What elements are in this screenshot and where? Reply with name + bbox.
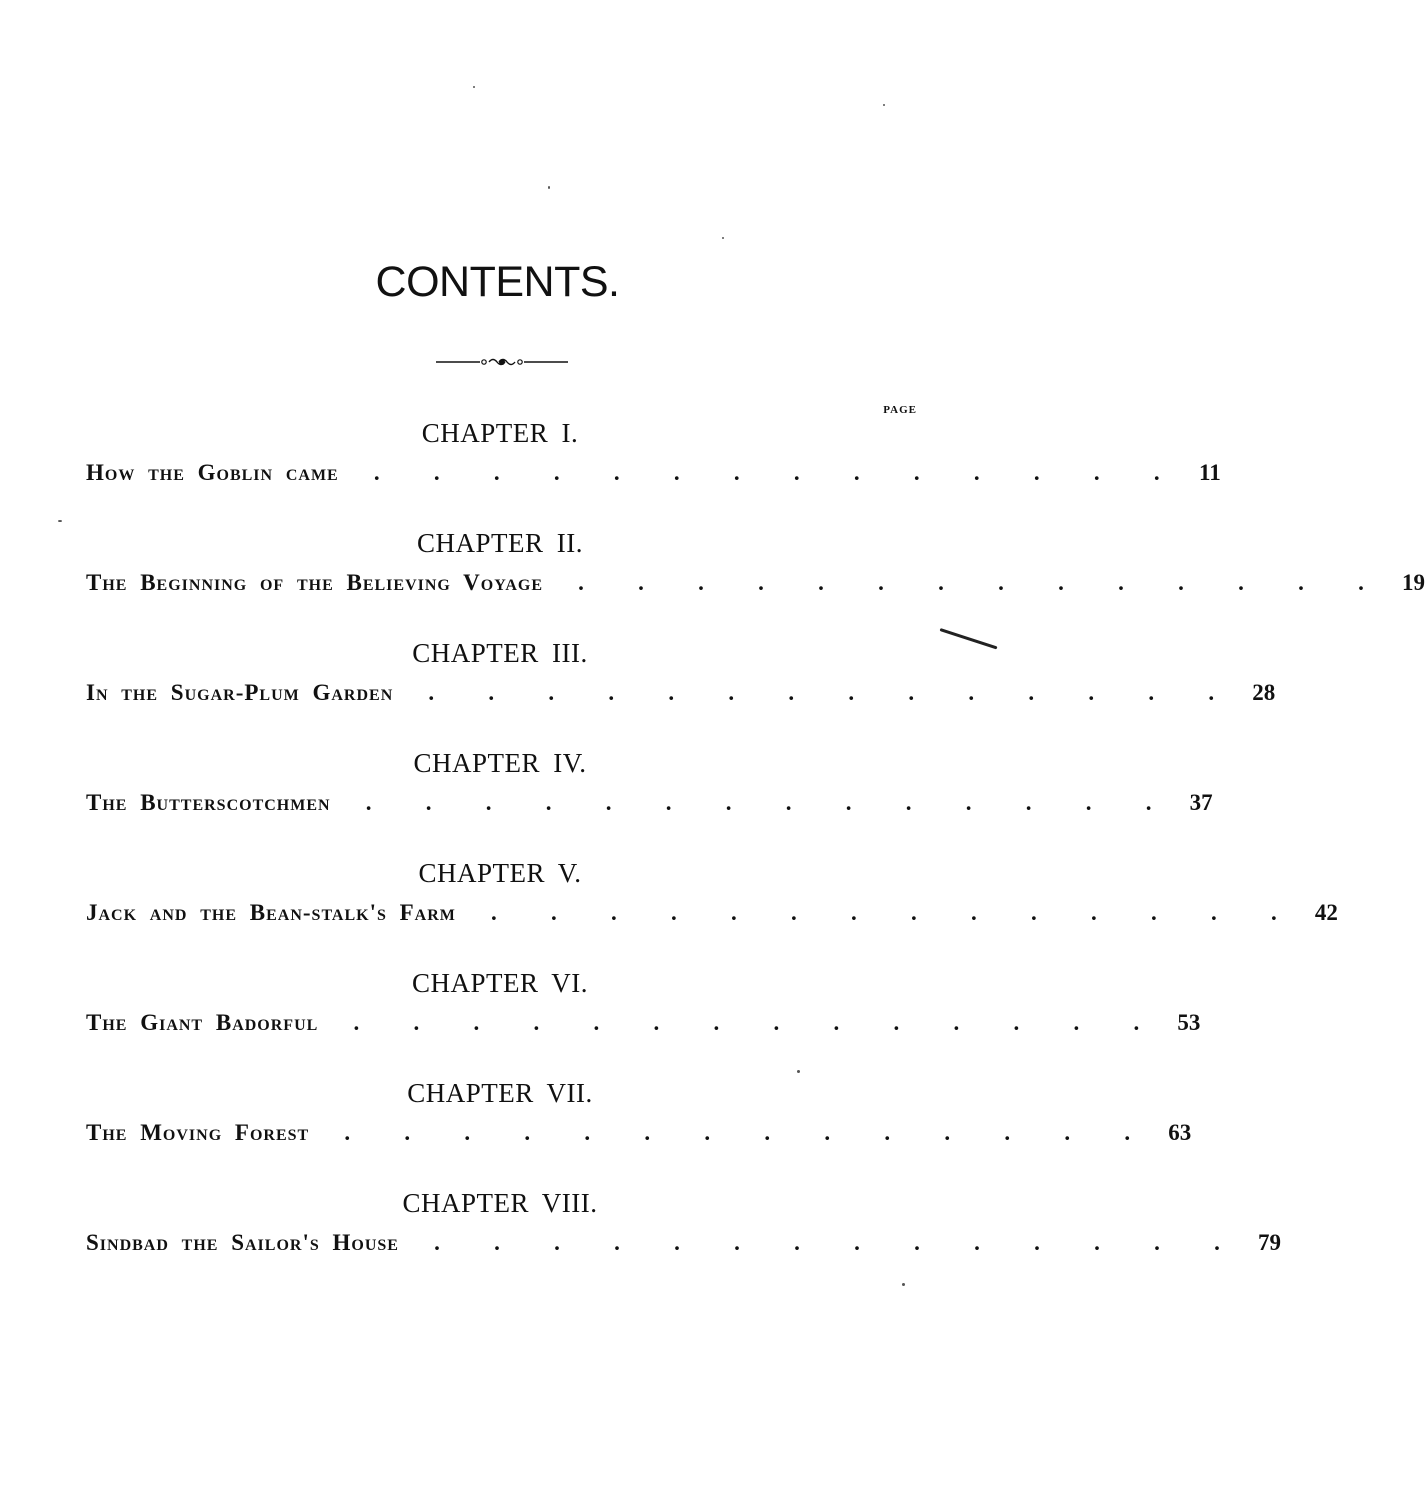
dot-leader: .............. (491, 900, 1277, 925)
toc-entry (0, 1078, 1192, 1178)
speck (58, 520, 62, 522)
toc-line (86, 900, 1338, 930)
chapter-heading: CHAPTER II. (417, 528, 583, 558)
page-number: 37 (1189, 790, 1213, 815)
chapter-title: The Moving Forest (86, 1120, 310, 1145)
speck (548, 186, 550, 189)
toc-entry (0, 418, 1221, 518)
toc-entry (0, 638, 1276, 738)
dot-leader: .............. (578, 570, 1364, 595)
speck (902, 1283, 905, 1286)
toc-entry (0, 968, 1201, 1068)
dot-leader: .............. (434, 1230, 1220, 1255)
toc-entry (0, 858, 1338, 958)
dot-leader: .............. (428, 680, 1215, 705)
speck (883, 104, 885, 106)
page-number: 53 (1177, 1010, 1201, 1035)
chapter-heading: CHAPTER VII. (407, 1078, 593, 1108)
page-number: 11 (1198, 460, 1221, 485)
page-number: 42 (1314, 900, 1338, 925)
chapter-title: How the Goblin came (86, 460, 339, 485)
page-number: 28 (1252, 680, 1276, 705)
chapter-heading: CHAPTER VIII. (402, 1188, 598, 1218)
chapter-title: In the Sugar-Plum Garden (86, 680, 394, 705)
chapter-title: The Beginning of the Believing Voyage (86, 570, 543, 595)
page-number: 63 (1168, 1120, 1192, 1145)
chapter-title: Sindbad the Sailor's House (86, 1230, 399, 1255)
chapter-title: Jack and the Bean-stalk's Farm (86, 900, 456, 925)
toc-line (86, 1120, 1192, 1150)
speck (722, 237, 724, 239)
toc-entry (0, 528, 1425, 628)
toc-line (86, 460, 1221, 490)
chapter-heading: CHAPTER I. (421, 418, 579, 448)
page-column-label: PAGE (883, 404, 917, 416)
page-number: 19 (1402, 570, 1425, 595)
page-number: 79 (1257, 1230, 1281, 1255)
dot-leader: .............. (373, 460, 1160, 485)
speck (797, 1070, 800, 1073)
toc-line (86, 790, 1213, 820)
toc-line (86, 680, 1276, 710)
chapter-heading: CHAPTER VI. (411, 968, 589, 998)
dot-leader: .............. (344, 1120, 1131, 1145)
ornament-divider-icon (436, 354, 568, 370)
toc-line (86, 1010, 1201, 1040)
chapter-heading: CHAPTER V. (418, 858, 582, 888)
page-title: CONTENTS. (375, 258, 620, 306)
dot-leader: .............. (353, 1010, 1140, 1035)
toc-line (86, 1230, 1281, 1260)
chapter-heading: CHAPTER III. (412, 638, 588, 668)
chapter-title: The Giant Badorful (86, 1010, 319, 1035)
toc-line (86, 570, 1425, 600)
toc-entry (0, 1188, 1281, 1288)
chapter-title: The Butterscotchmen (86, 790, 331, 815)
toc-entry (0, 748, 1213, 848)
dot-leader: .............. (365, 790, 1152, 815)
speck (473, 86, 475, 88)
chapter-heading: CHAPTER IV. (413, 748, 587, 778)
